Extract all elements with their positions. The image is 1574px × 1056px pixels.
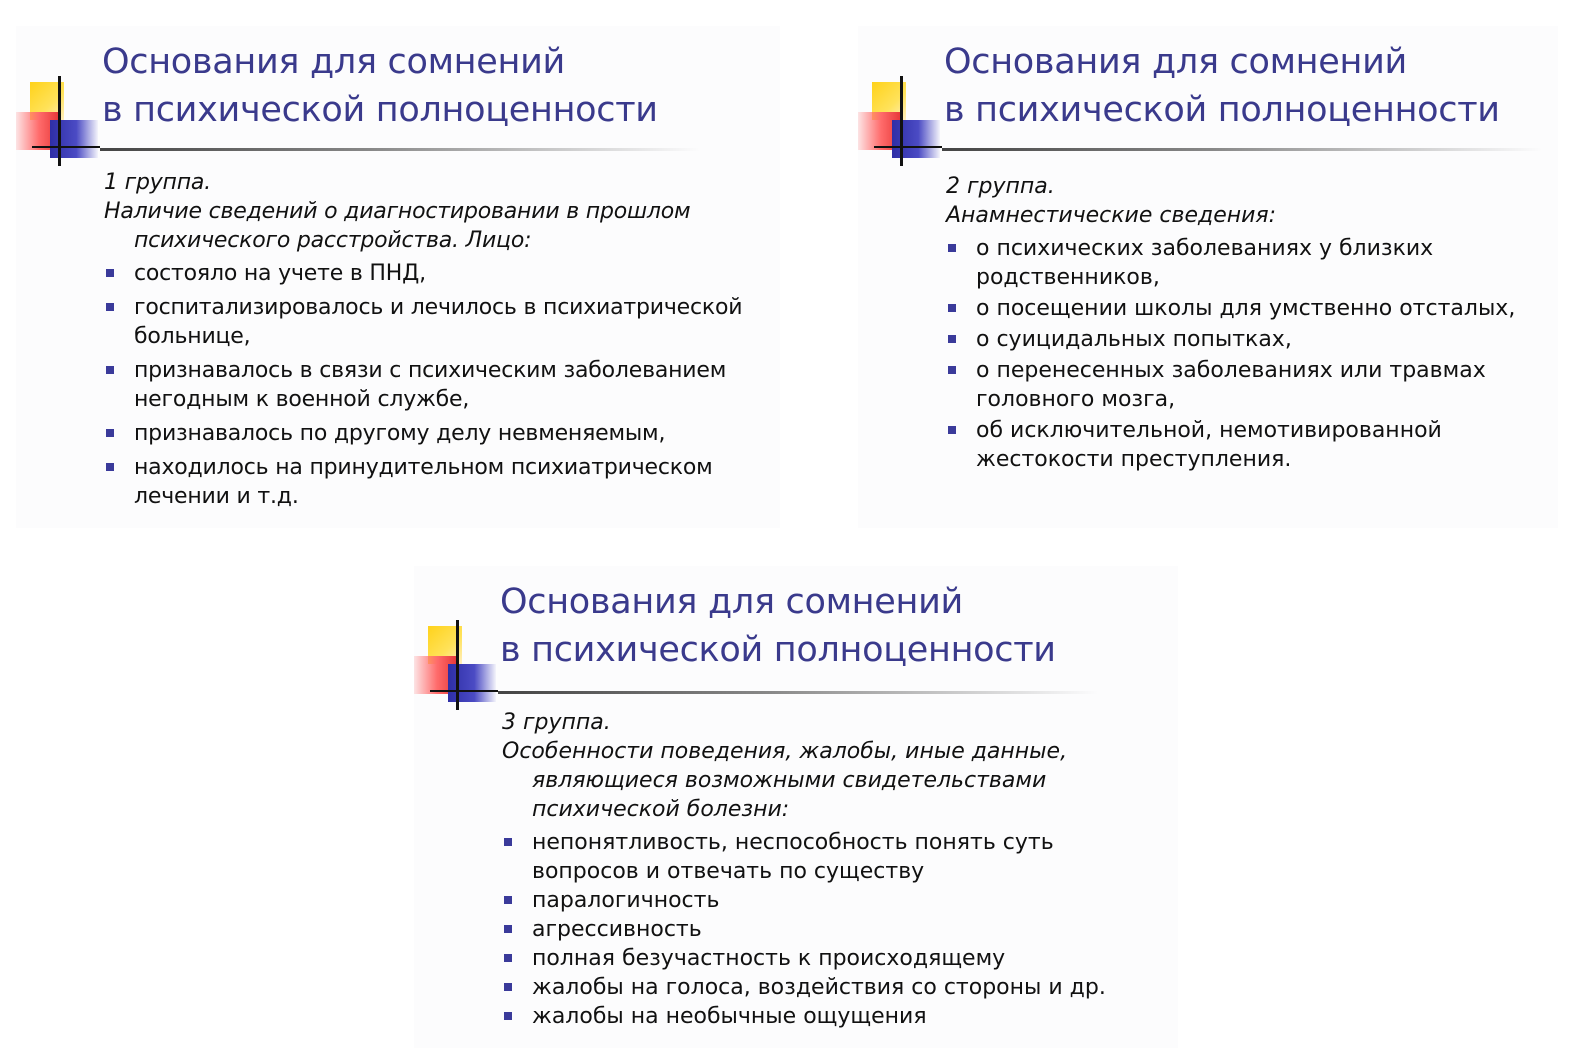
bullet-icon <box>106 429 114 437</box>
group-label: 3 группа. <box>502 710 611 735</box>
group-label: 1 группа. <box>104 170 211 195</box>
list-item <box>946 356 1546 414</box>
bullet-icon <box>504 925 512 933</box>
slide-group-3 <box>414 566 1178 1048</box>
bullet-icon <box>504 954 512 962</box>
slide-title-line1: Основания для сомнений <box>500 582 963 622</box>
list-item <box>502 828 1162 886</box>
list-item-text: паралогичность <box>532 888 720 913</box>
list-item-text: о суицидальных попытках, <box>976 327 1292 352</box>
list-item-text: полная безучастность к происходящему <box>532 946 1006 971</box>
bullet-icon <box>948 335 956 343</box>
slide-title <box>500 578 1056 674</box>
slide-title <box>102 38 658 134</box>
slide-body <box>502 708 1162 1031</box>
criteria-list <box>946 234 1546 474</box>
list-item-text: о перенесенных заболеваниях или травмах головного мозга, <box>976 358 1486 412</box>
list-item <box>104 453 764 511</box>
criteria-list <box>104 259 764 511</box>
bullet-icon <box>948 244 956 252</box>
bullet-icon <box>948 304 956 312</box>
list-item <box>946 294 1546 323</box>
title-divider <box>942 148 1542 151</box>
list-item <box>946 325 1546 354</box>
list-item <box>104 419 764 448</box>
slide-title-line1: Основания для сомнений <box>944 42 1407 82</box>
list-item-text: госпитализировалось и лечилось в психиатрической больнице, <box>134 295 743 349</box>
slide-body <box>104 168 764 516</box>
list-item-text: состояло на учете в ПНД, <box>134 261 426 286</box>
list-item-text: признавалось по другому делу невменяемым, <box>134 421 666 446</box>
criteria-list <box>502 828 1162 1031</box>
list-item <box>104 293 764 351</box>
slide-logo-icon <box>414 620 498 712</box>
list-item <box>502 915 1162 944</box>
list-item <box>104 259 764 288</box>
slide-group-2 <box>858 26 1558 528</box>
slide-logo-icon <box>16 76 100 168</box>
slide-title-line1: Основания для сомнений <box>102 42 565 82</box>
group-intro: Особенности поведения, жалобы, иные данные, являющиеся возможными свидетельствами психической болезни: <box>502 739 1068 822</box>
group-intro: Анамнестические сведения: <box>946 203 1277 228</box>
list-item-text: об исключительной, немотивированной жестокости преступления. <box>976 418 1442 472</box>
bullet-icon <box>106 303 114 311</box>
list-item <box>946 234 1546 292</box>
slide-body <box>946 172 1546 476</box>
bullet-icon <box>948 366 956 374</box>
bullet-icon <box>106 366 114 374</box>
slide-logo-icon <box>858 76 942 168</box>
list-item-text: непонятливость, неспособность понять суть вопросов и отвечать по существу <box>532 830 1054 884</box>
list-item-text: о психических заболеваниях у близких родственников, <box>976 236 1434 290</box>
list-item-text: находилось на принудительном психиатрическом лечении и т.д. <box>134 455 713 509</box>
bullet-icon <box>948 426 956 434</box>
list-item <box>104 356 764 414</box>
bullet-icon <box>504 983 512 991</box>
slide-title-line2: в психической полноценности <box>944 90 1500 130</box>
list-item-text: жалобы на голоса, воздействия со стороны и др. <box>532 975 1106 1000</box>
title-divider <box>498 691 1098 694</box>
list-item <box>502 886 1162 915</box>
list-item-text: жалобы на необычные ощущения <box>532 1004 927 1029</box>
list-item-text: признавалось в связи с психическим заболеванием негодным к военной службе, <box>134 358 727 412</box>
group-intro: Наличие сведений о диагностировании в прошлом психического расстройства. Лицо: <box>104 199 691 253</box>
slide-title <box>944 38 1500 134</box>
bullet-icon <box>504 896 512 904</box>
title-divider <box>100 148 700 151</box>
bullet-icon <box>504 838 512 846</box>
slide-title-line2: в психической полноценности <box>102 90 658 130</box>
bullet-icon <box>106 463 114 471</box>
list-item-text: о посещении школы для умственно отсталых, <box>976 296 1516 321</box>
slide-group-1 <box>16 26 780 528</box>
list-item <box>502 973 1162 1002</box>
list-item-text: агрессивность <box>532 917 702 942</box>
list-item <box>502 1002 1162 1031</box>
list-item <box>502 944 1162 973</box>
list-item <box>946 416 1546 474</box>
group-label: 2 группа. <box>946 174 1055 199</box>
bullet-icon <box>106 269 114 277</box>
bullet-icon <box>504 1012 512 1020</box>
slide-title-line2: в психической полноценности <box>500 630 1056 670</box>
